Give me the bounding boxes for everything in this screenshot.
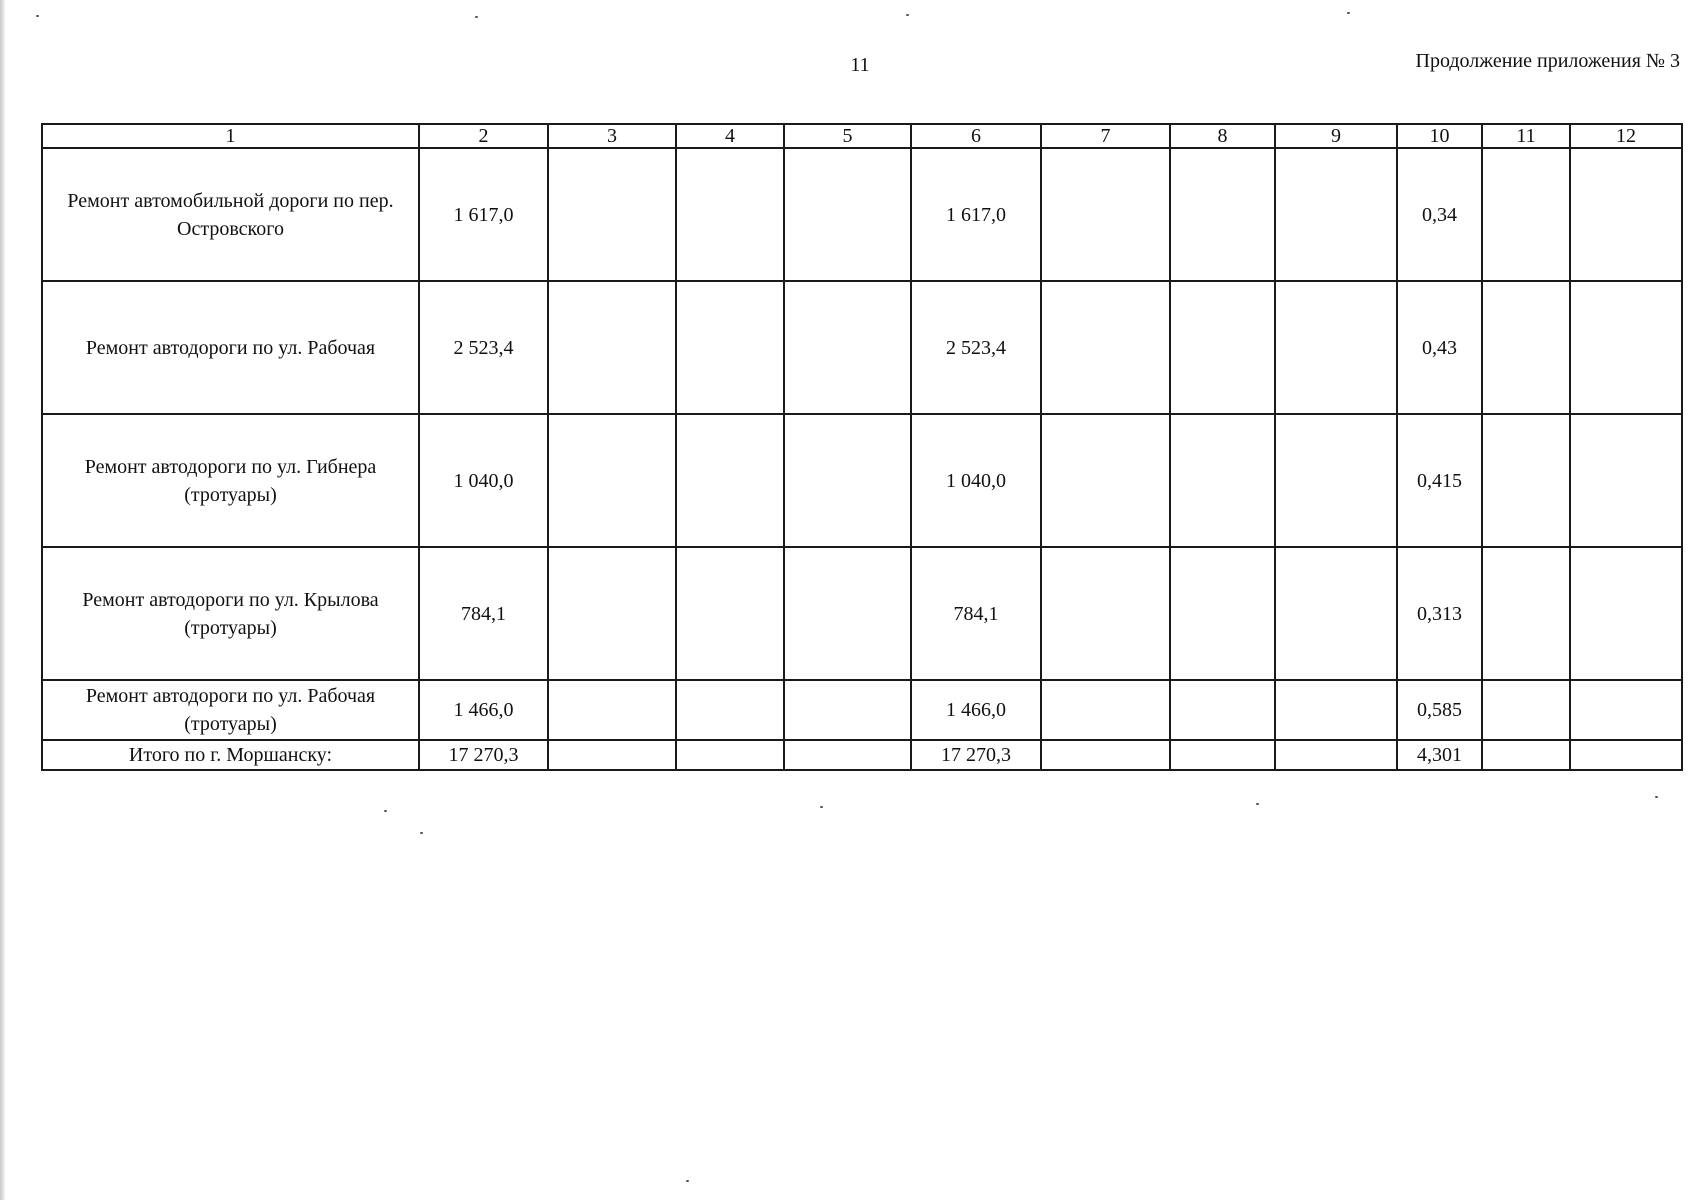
cell-col10: 0,34 <box>1397 148 1482 281</box>
empty-cell <box>676 740 784 770</box>
total-label: Итого по г. Моршанску: <box>42 740 419 770</box>
empty-cell <box>676 281 784 414</box>
empty-cell <box>1482 281 1570 414</box>
empty-cell <box>1275 680 1397 740</box>
empty-cell <box>1170 547 1275 680</box>
total-col6: 17 270,3 <box>911 740 1041 770</box>
scan-page-edge <box>0 0 5 1200</box>
empty-cell <box>1570 414 1682 547</box>
empty-cell <box>548 414 676 547</box>
row-name: Ремонт автодороги по ул. Гибнера (тротуары) <box>42 414 419 547</box>
empty-cell <box>1482 547 1570 680</box>
empty-cell <box>1570 547 1682 680</box>
cell-col6: 1 466,0 <box>911 680 1041 740</box>
table-row <box>42 547 1682 680</box>
table-row <box>42 281 1682 414</box>
scan-speck <box>384 810 387 812</box>
empty-cell <box>784 414 911 547</box>
empty-cell <box>548 740 676 770</box>
column-number: 1 <box>42 124 419 148</box>
cell-col2: 2 523,4 <box>419 281 548 414</box>
empty-cell <box>1170 680 1275 740</box>
empty-cell <box>1275 281 1397 414</box>
empty-cell <box>1570 281 1682 414</box>
empty-cell <box>1275 414 1397 547</box>
cell-col2: 1 040,0 <box>419 414 548 547</box>
cell-col10: 0,415 <box>1397 414 1482 547</box>
empty-cell <box>676 680 784 740</box>
scan-speck <box>906 14 909 16</box>
row-name: Ремонт автомобильной дороги по пер. Островского <box>42 148 419 281</box>
column-number: 6 <box>911 124 1041 148</box>
empty-cell <box>1275 740 1397 770</box>
empty-cell <box>1041 281 1170 414</box>
column-number: 9 <box>1275 124 1397 148</box>
empty-cell <box>1041 414 1170 547</box>
empty-cell <box>1482 414 1570 547</box>
cell-col2: 784,1 <box>419 547 548 680</box>
scan-speck <box>420 832 423 834</box>
empty-cell <box>1170 281 1275 414</box>
scan-speck <box>1655 796 1658 798</box>
empty-cell <box>1041 148 1170 281</box>
cell-col10: 0,43 <box>1397 281 1482 414</box>
empty-cell <box>784 148 911 281</box>
empty-cell <box>784 680 911 740</box>
scan-speck <box>1256 803 1259 805</box>
empty-cell <box>1275 547 1397 680</box>
table-row <box>42 148 1682 281</box>
table-row <box>42 414 1682 547</box>
column-number: 3 <box>548 124 676 148</box>
row-name: Ремонт автодороги по ул. Рабочая <box>42 281 419 414</box>
cell-col6: 2 523,4 <box>911 281 1041 414</box>
empty-cell <box>1041 740 1170 770</box>
empty-cell <box>784 281 911 414</box>
empty-cell <box>548 680 676 740</box>
empty-cell <box>1041 547 1170 680</box>
total-col10: 4,301 <box>1397 740 1482 770</box>
empty-cell <box>1482 740 1570 770</box>
empty-cell <box>784 547 911 680</box>
empty-cell <box>1170 740 1275 770</box>
empty-cell <box>1570 740 1682 770</box>
empty-cell <box>548 281 676 414</box>
cell-col10: 0,313 <box>1397 547 1482 680</box>
page-number: 11 <box>850 54 870 76</box>
scan-speck <box>1347 12 1350 14</box>
table-row <box>42 680 1682 740</box>
row-name: Ремонт автодороги по ул. Крылова (тротуары) <box>42 547 419 680</box>
cell-col6: 784,1 <box>911 547 1041 680</box>
column-number-row <box>42 124 1682 148</box>
total-row <box>42 740 1682 770</box>
scan-speck <box>686 1180 689 1182</box>
column-number: 10 <box>1397 124 1482 148</box>
empty-cell <box>1482 148 1570 281</box>
empty-cell <box>1170 414 1275 547</box>
row-name: Ремонт автодороги по ул. Рабочая (тротуары) <box>42 680 419 740</box>
empty-cell <box>548 148 676 281</box>
column-number: 11 <box>1482 124 1570 148</box>
empty-cell <box>1170 148 1275 281</box>
scan-speck <box>475 16 478 18</box>
column-number: 8 <box>1170 124 1275 148</box>
empty-cell <box>1570 680 1682 740</box>
cell-col6: 1 040,0 <box>911 414 1041 547</box>
empty-cell <box>1041 680 1170 740</box>
cell-col2: 1 617,0 <box>419 148 548 281</box>
empty-cell <box>676 148 784 281</box>
appendix-table <box>41 123 1683 771</box>
empty-cell <box>548 547 676 680</box>
empty-cell <box>676 414 784 547</box>
column-number: 12 <box>1570 124 1682 148</box>
scan-speck <box>820 806 823 808</box>
column-number: 7 <box>1041 124 1170 148</box>
cell-col6: 1 617,0 <box>911 148 1041 281</box>
scan-speck <box>36 15 39 17</box>
cell-col10: 0,585 <box>1397 680 1482 740</box>
column-number: 5 <box>784 124 911 148</box>
total-col2: 17 270,3 <box>419 740 548 770</box>
empty-cell <box>1570 148 1682 281</box>
appendix-continuation-note: Продолжение приложения № 3 <box>1415 50 1680 72</box>
empty-cell <box>784 740 911 770</box>
empty-cell <box>676 547 784 680</box>
column-number: 2 <box>419 124 548 148</box>
cell-col2: 1 466,0 <box>419 680 548 740</box>
empty-cell <box>1482 680 1570 740</box>
empty-cell <box>1275 148 1397 281</box>
column-number: 4 <box>676 124 784 148</box>
